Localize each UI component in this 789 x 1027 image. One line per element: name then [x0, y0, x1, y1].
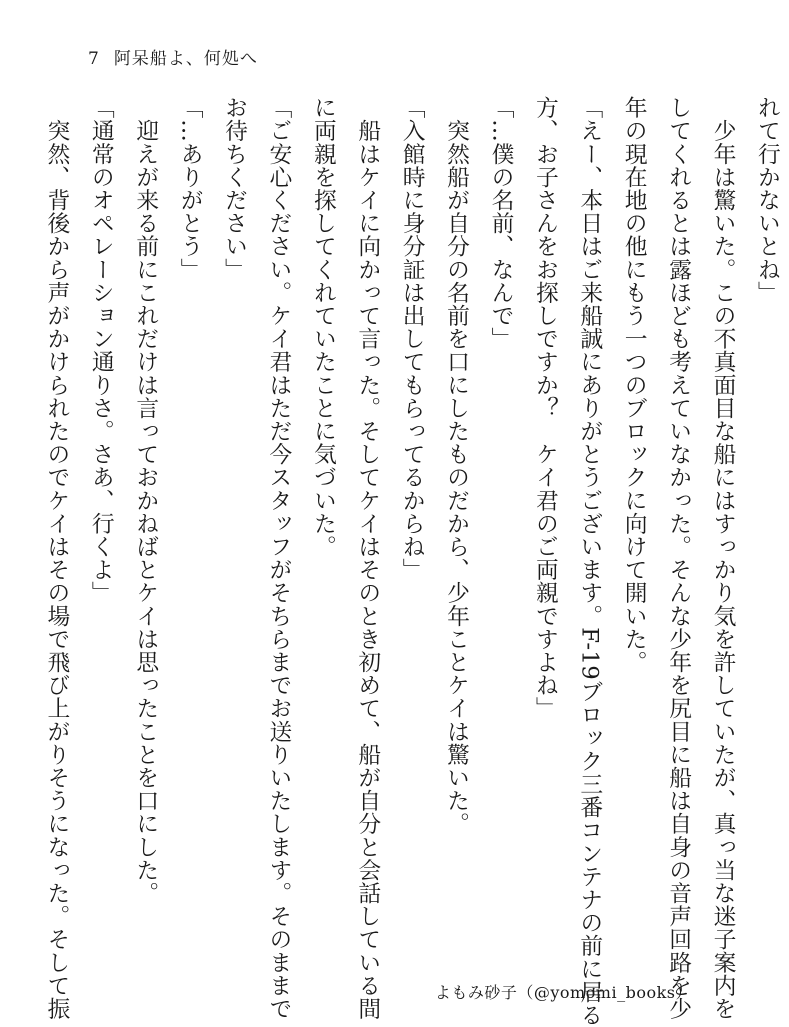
- page-number: 7: [88, 49, 100, 69]
- body-line: 「えー、本日はご来船誠にありがとうございます。F-19ブロック三番コンテナの前に居る: [576, 96, 603, 1027]
- author-credit: よもみ砂子（@yomomi_books）: [434, 983, 692, 1002]
- page-header: [88, 44, 258, 69]
- body-line: 「…ありがとう」: [176, 96, 203, 281]
- body-line: お待ちください」: [221, 96, 248, 281]
- body-line: 「ご安心ください。ケイ君はただ今スタッフがそちらまでお送りいたします。そのままで: [265, 96, 292, 1020]
- body-line: 迎えが来る前にこれだけは言っておかねばとケイは思ったことを口にした。: [132, 96, 159, 905]
- body-line: 突然船が自分の名前を口にしたものだから、少年ことケイは驚いた。: [443, 96, 470, 836]
- body-line: 「入館時に身分証は出してもらってるからね」: [398, 96, 425, 582]
- body-line: 少年は驚いた。この不真面目な船にはすっかり気を許していたが、真っ当な迷子案内を: [709, 96, 736, 1020]
- body-line: 船はケイに向かって言った。そしてケイはそのとき初めて、船が自分と会話している間: [354, 96, 381, 1020]
- body-line: 突然、背後から声がかけられたのでケイはその場で飛び上がりそうになった。そして振: [43, 96, 70, 1020]
- body-line: に両親を探してくれていたことに気づいた。: [309, 96, 336, 558]
- body-line: 方、お子さんをお探しですか？ ケイ君のご両親ですよね」: [531, 96, 558, 720]
- body-line: 年の現在地の他にもう一つのブロックに向けて開いた。: [620, 96, 647, 674]
- body-line: れて行かないとね」: [753, 96, 780, 304]
- body-line: してくれるとは露ほども考えていなかった。そんな少年を尻目に船は自身の音声回路を少: [665, 96, 692, 1020]
- chapter-title: 阿呆船よ、何処へ: [113, 49, 258, 69]
- body-line: 「通常のオペレーション通りさ。さあ、行くよ」: [87, 96, 114, 605]
- body-line: 「…僕の名前、なんで」: [487, 96, 514, 351]
